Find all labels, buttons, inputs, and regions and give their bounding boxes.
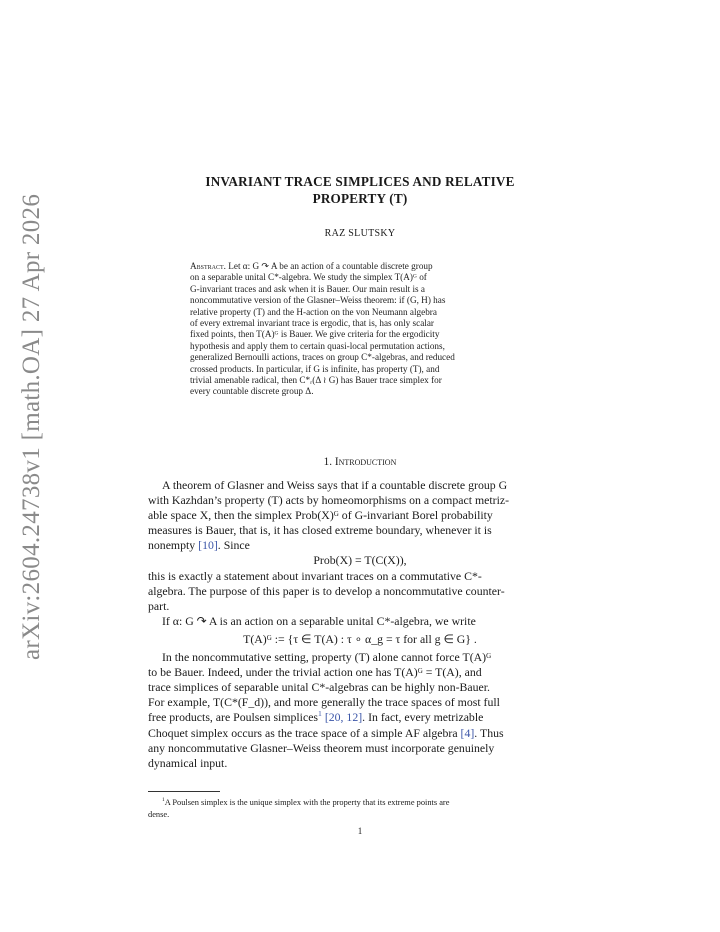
body-line: with Kazhdan’s property (T) acts by homeomorphisms on a compact metriz-	[148, 493, 510, 508]
abstract-line: on a separable unital C*-algebra. We study the simplex T(A)ᴳ of	[190, 272, 427, 283]
paper-title	[150, 173, 570, 207]
abstract-line: generalized Bernoulli actions, traces on group C*-algebras, and reduced	[190, 352, 455, 363]
footnote-marker[interactable]: 1	[318, 709, 322, 719]
section-heading	[148, 456, 572, 468]
author-name: RAZ SLUTSKY	[324, 228, 396, 239]
abstract-line: G-invariant traces and ask when it is Bauer. Our main result is a	[190, 283, 425, 294]
body-line: nonempty [10]. Since	[148, 538, 250, 553]
abstract-line: trivial amenable radical, then C*ᵣ(Δ ≀ G) has Bauer trace simplex for	[190, 375, 442, 386]
body-line: A theorem of Glasner and Weiss says that if a countable discrete group G	[162, 478, 508, 492]
body-line: this is exactly a statement about invariant traces on a commutative C*-	[148, 568, 482, 583]
body-line: In the noncommutative setting, property (T) alone cannot force T(A)ᴳ	[162, 650, 492, 665]
equation-prob: Prob(X) = T(C(X)),	[313, 553, 407, 568]
footnote	[148, 797, 572, 820]
abstract-line: hypothesis and apply them to certain quasi-local permutation actions,	[190, 340, 445, 351]
footnote-line: dense.	[148, 809, 170, 819]
body-line: Choquet simplex occurs as the trace space of a simple AF algebra [4]. Thus	[148, 725, 504, 740]
abstract-heading: Abstract.	[190, 261, 226, 271]
body-line: trace simplices of separable unital C*-algebras can be highly non-Bauer.	[148, 680, 490, 695]
body-line: to be Bauer. Indeed, under the trivial action one has T(A)ᴳ = T(A), and	[148, 665, 482, 680]
citation-link[interactable]: [20, 12]	[324, 710, 363, 725]
body-line: For example, T(C*(F_d)), and more generally the trace spaces of most full	[148, 695, 500, 710]
body-line: algebra. The purpose of this paper is to develop a noncommutative counter-	[148, 583, 505, 598]
abstract-line: fixed points, then T(A)ᴳ is Bauer. We give criteria for the ergodicity	[190, 329, 440, 340]
abstract-line: crossed products. In particular, if G is infinite, has property (T), and	[190, 363, 440, 374]
citation-link[interactable]: [4]	[460, 725, 475, 740]
introduction-body	[148, 478, 572, 771]
abstract	[190, 261, 530, 398]
body-line: part.	[148, 598, 170, 613]
body-line: any noncommutative Glasner–Weiss theorem must incorporate genuinely	[148, 740, 495, 755]
abstract-line: noncommutative version of the Glasner–Weiss theorem: if (G, H) has	[190, 295, 446, 306]
abstract-line: every countable discrete group Δ.	[190, 386, 314, 397]
footnote-mark: 1	[162, 797, 165, 804]
title-line-2: PROPERTY (T)	[312, 191, 408, 206]
footnote-line: $^1$A Poulsen simplex is the unique simplex with the property that its extreme points are	[162, 797, 450, 807]
equation-invariant-traces: T(A)ᴳ := {τ ∈ T(A) : τ ∘ α_g = τ for all g ∈ G} .	[243, 631, 477, 646]
body-line: able space X, then the simplex Prob(X)ᴳ of G-invariant Borel probability	[148, 508, 493, 523]
title-line-1: INVARIANT TRACE SIMPLICES AND RELATIVE	[205, 174, 515, 189]
body-line: If α: G ↷ A is an action on a separable unital C*-algebra, we write	[162, 613, 476, 628]
body-line: dynamical input.	[148, 755, 228, 770]
arxiv-identifier[interactable]: arXiv:2604.24738v1 [math.OA] 27 Apr 2026	[18, 193, 45, 660]
abstract-line: of every extremal invariant trace is ergodic, that is, has only scalar	[190, 318, 434, 329]
body-line: free products, are Poulsen simplices$^1$ [20, 12]. In fact, every metrizable	[148, 709, 484, 725]
abstract-line: relative property (T) and the H-action on the von Neumann algebra	[190, 306, 437, 317]
citation-link[interactable]: [10]	[198, 538, 218, 553]
footnote-divider	[148, 791, 220, 792]
abstract-line: Abstract. Let α: G ↷ A be an action of a countable discrete group	[190, 261, 433, 271]
page-number: 1	[357, 826, 363, 836]
section-number: 1.	[323, 456, 333, 468]
body-line: measures is Bauer, that is, it has closed extreme boundary, whenever it is	[148, 523, 492, 538]
section-title: Introduction	[334, 456, 397, 468]
